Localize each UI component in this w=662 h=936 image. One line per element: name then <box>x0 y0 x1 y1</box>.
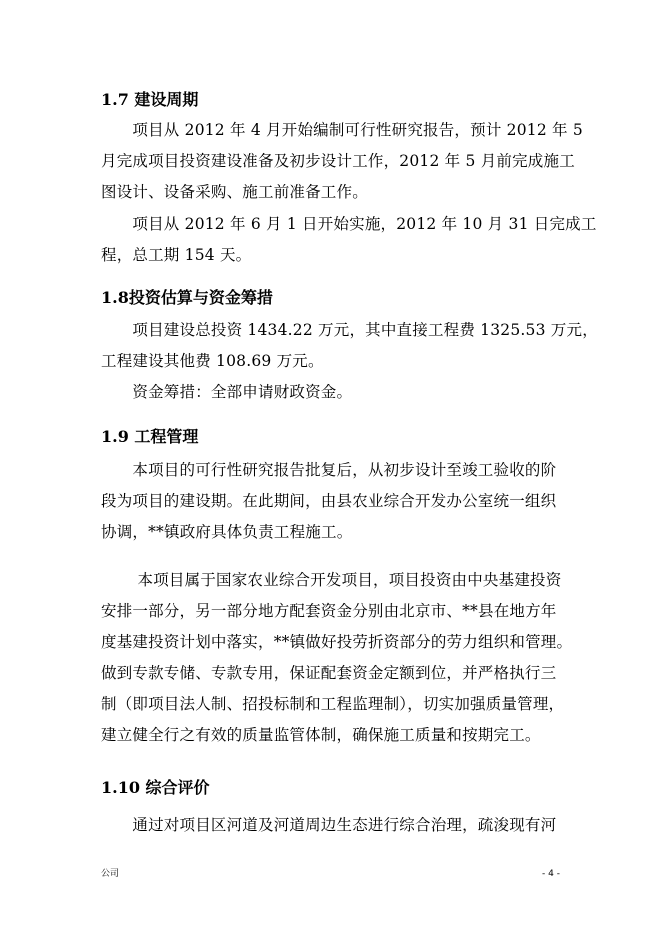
footer-page-number: - 4 - <box>542 869 560 879</box>
text-line: 做到专款专储、专款专用，保证配套资金定额到位，并严格执行三 <box>101 664 557 682</box>
text-line: 度基建投资计划中落实，**镇做好投劳折资部分的劳力组织和管理。 <box>101 633 573 651</box>
text-line: 资金筹措：全部申请财政资金。 <box>101 383 353 401</box>
text-line: 程，总工期 154 天。 <box>101 246 252 264</box>
section-1-8-paragraph-2 <box>101 377 561 408</box>
section-1-9-paragraph-1 <box>101 455 561 548</box>
text-line: 工程建设其他费 108.69 万元。 <box>101 352 324 370</box>
section-heading-1-9: 1.9 工程管理 <box>101 427 199 446</box>
text-line: 月完成项目投资建设准备及初步设计工作，2012 年 5 月前完成施工 <box>101 152 575 170</box>
text-line: 协调，**镇政府具体负责工程施工。 <box>101 523 353 541</box>
text-line: 图设计、设备采购、施工前准备工作。 <box>101 183 368 201</box>
section-heading-1-10: 1.10 综合评价 <box>101 778 210 797</box>
text-line: 通过对项目区河道及河道周边生态进行综合治理，疏浚现有河 <box>101 816 557 834</box>
section-1-8-paragraph-1 <box>101 315 598 377</box>
section-1-7-paragraph-2 <box>101 209 597 271</box>
text-line: 项目从 2012 年 6 月 1 日开始实施，2012 年 10 月 31 日完成工 <box>101 215 597 233</box>
section-1-7-paragraph-1 <box>101 115 583 208</box>
footer-company: 公司 <box>101 869 120 879</box>
text-line: 本项目的可行性研究报告批复后，从初步设计至竣工验收的阶 <box>101 461 557 479</box>
section-1-10-paragraph-1 <box>101 810 561 841</box>
text-line: 本项目属于国家农业综合开发项目，项目投资由中央基建投资 <box>101 571 562 589</box>
text-line: 安排一部分，另一部分地方配套资金分别由北京市、**县在地方年 <box>101 602 557 620</box>
text-line: 段为项目的建设期。在此期间，由县农业综合开发办公室统一组织 <box>101 492 557 510</box>
section-1-9-paragraph-2 <box>101 565 573 751</box>
text-line: 建立健全行之有效的质量监管体制，确保施工质量和按期完工。 <box>101 726 541 744</box>
text-line: 项目从 2012 年 4 月开始编制可行性研究报告，预计 2012 年 5 <box>101 121 583 139</box>
text-line: 项目建设总投资 1434.22 万元，其中直接工程费 1325.53 万元， <box>101 321 598 339</box>
text-line: 制（即项目法人制、招投标制和工程监理制），切实加强质量管理， <box>101 695 565 713</box>
section-heading-1-8: 1.8投资估算与资金筹措 <box>101 288 273 307</box>
section-heading-1-7: 1.7 建设周期 <box>101 90 199 109</box>
